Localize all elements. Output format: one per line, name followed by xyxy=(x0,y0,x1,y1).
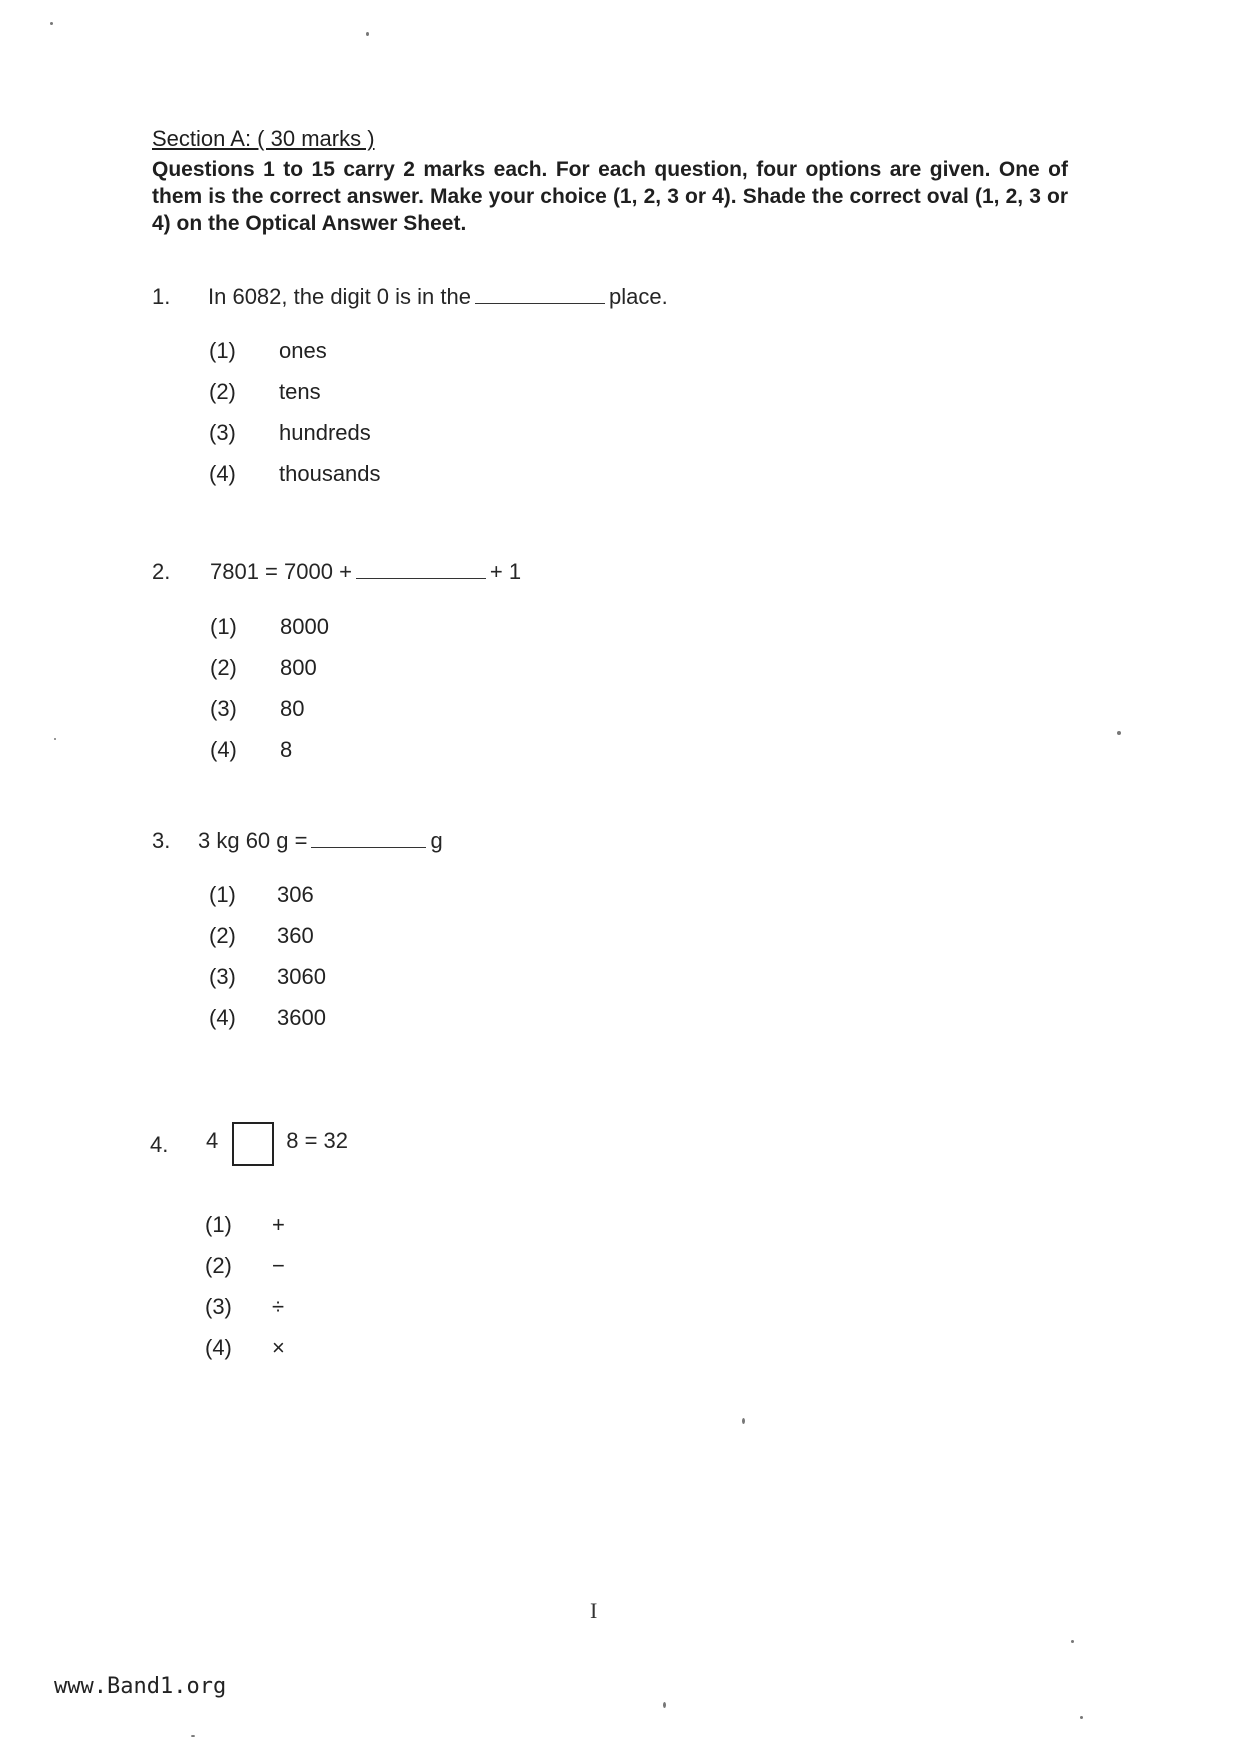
option-text: ÷ xyxy=(272,1294,285,1319)
option-number: (4) xyxy=(209,461,236,486)
option-number: (3) xyxy=(209,964,236,989)
option-text: 8000 xyxy=(280,614,329,639)
question-stem xyxy=(208,284,668,310)
scan-speck xyxy=(50,22,53,25)
answer-blank xyxy=(475,285,605,304)
question-number: 3. xyxy=(152,828,171,853)
option-text: tens xyxy=(279,379,321,404)
option-number: (1) xyxy=(209,882,236,907)
option-number: (1) xyxy=(209,338,236,363)
option-text: thousands xyxy=(279,461,381,486)
scan-speck xyxy=(663,1702,666,1708)
option-text: 80 xyxy=(280,696,305,721)
option-number: (4) xyxy=(205,1335,232,1360)
scan-speck xyxy=(742,1418,745,1424)
option-text: 800 xyxy=(280,655,317,680)
stem-text-before: In 6082, the digit 0 is in the xyxy=(208,284,471,309)
option-number: (2) xyxy=(205,1253,232,1278)
option-number: (4) xyxy=(210,737,237,762)
option-number: (4) xyxy=(209,1005,236,1030)
question-number: 4. xyxy=(150,1132,169,1157)
scan-speck xyxy=(191,1735,195,1737)
stem-text-after: 8 = 32 xyxy=(286,1127,349,1153)
scan-speck xyxy=(1080,1716,1083,1719)
page-marker: I xyxy=(590,1598,598,1623)
option-number: (2) xyxy=(209,923,236,948)
question-stem xyxy=(206,1120,348,1164)
section-instructions: Questions 1 to 15 carry 2 marks each. For each question, four options are given. One of them is the correct answer. Make your choice (1, 2, 3 or 4). Shade the correct oval (1, 2, 3 or 4) on the Optical Answer Sheet. xyxy=(152,158,1068,235)
option-text: × xyxy=(272,1335,285,1360)
option-number: (3) xyxy=(210,696,237,721)
option-number: (1) xyxy=(205,1212,232,1237)
option-text: − xyxy=(272,1253,285,1278)
option-text: 3060 xyxy=(277,964,326,989)
scan-speck xyxy=(54,738,56,740)
question-number: 1. xyxy=(152,284,171,309)
section-title: Section A: ( 30 marks ) xyxy=(152,126,375,151)
option-text: hundreds xyxy=(279,420,371,445)
scan-speck xyxy=(366,32,369,36)
option-number: (3) xyxy=(205,1294,232,1319)
answer-blank xyxy=(356,560,486,579)
option-number: (3) xyxy=(209,420,236,445)
option-text: 8 xyxy=(280,737,293,762)
scan-speck xyxy=(1117,731,1121,735)
question-stem xyxy=(198,828,443,854)
stem-text-after: place. xyxy=(608,284,668,309)
stem-text-after: + 1 xyxy=(489,559,522,584)
stem-text-before: 4 xyxy=(206,1127,219,1153)
question-number: 2. xyxy=(152,559,171,584)
answer-blank xyxy=(311,829,426,848)
option-number: (2) xyxy=(209,379,236,404)
option-number: (2) xyxy=(210,655,237,680)
stem-text-after: g xyxy=(430,828,443,853)
footer-url: www.Band1.org xyxy=(54,1674,227,1699)
operator-box xyxy=(232,1122,274,1166)
scan-speck xyxy=(1071,1640,1074,1643)
stem-text-before: 3 kg 60 g = xyxy=(198,828,308,853)
option-text: + xyxy=(272,1212,285,1237)
question-stem xyxy=(210,559,521,585)
option-text: ones xyxy=(279,338,327,363)
stem-text-before: 7801 = 7000 + xyxy=(210,559,352,584)
option-text: 3600 xyxy=(277,1005,326,1030)
option-text: 306 xyxy=(277,882,314,907)
option-text: 360 xyxy=(277,923,314,948)
option-number: (1) xyxy=(210,614,237,639)
